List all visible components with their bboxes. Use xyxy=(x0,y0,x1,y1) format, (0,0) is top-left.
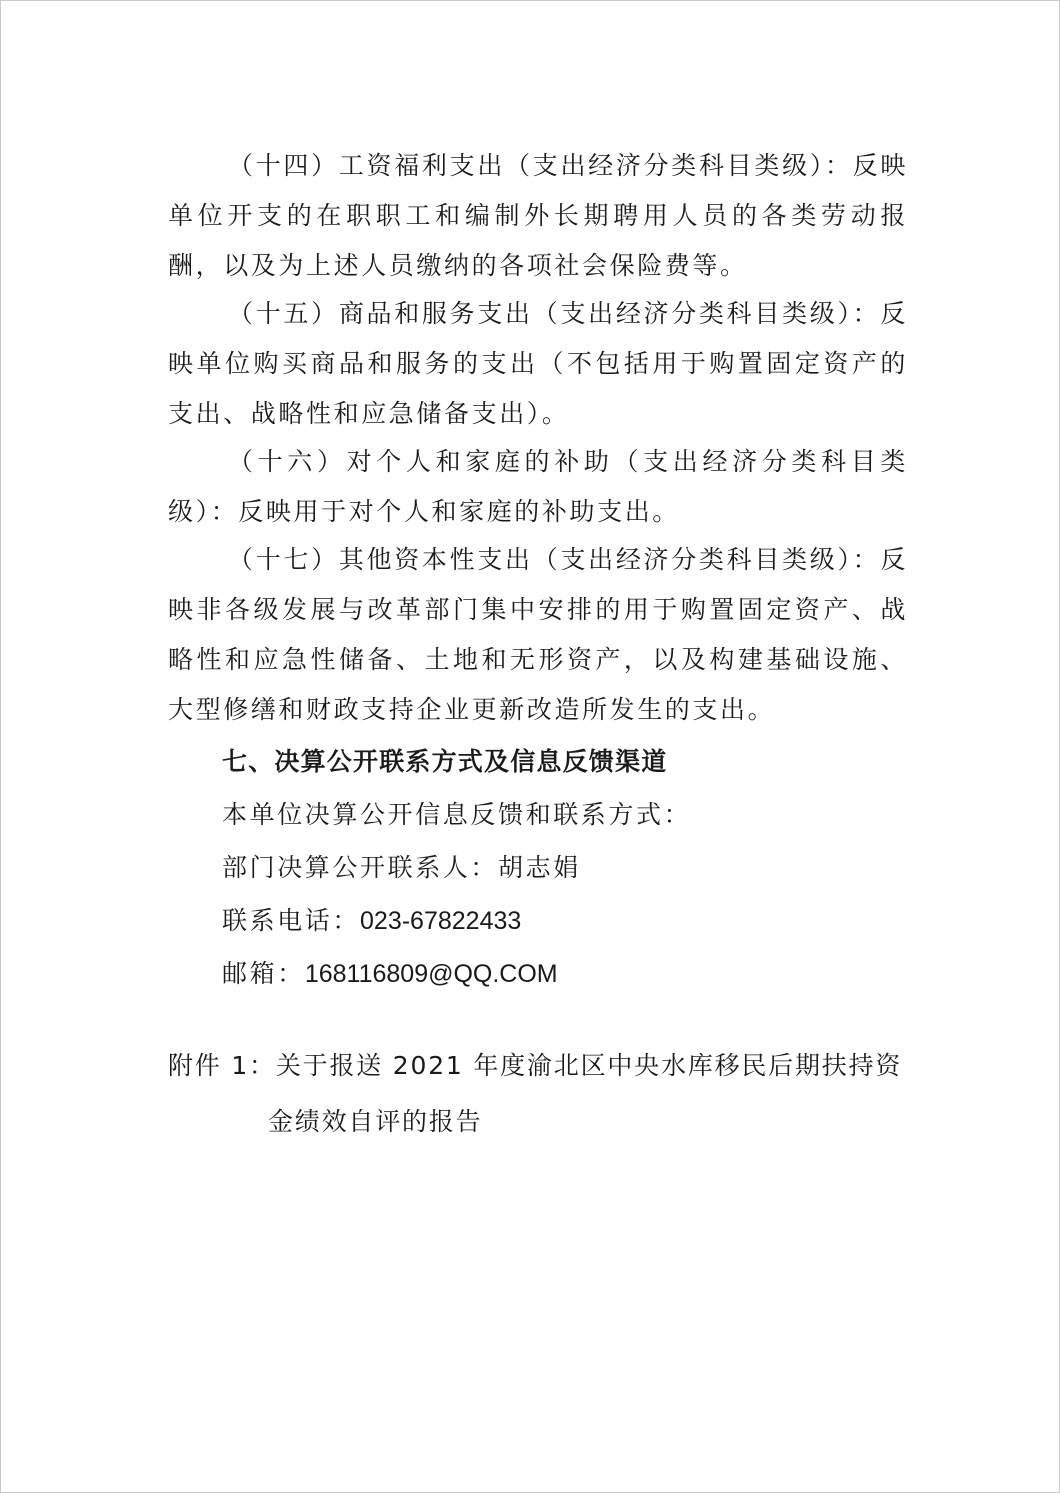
contact-person-label: 部门决算公开联系人： xyxy=(222,853,499,882)
attachment-title-line2: 金绩效自评的报告 xyxy=(268,1107,483,1136)
paragraph-wage-welfare: （十四）工资福利支出（支出经济分类科目类级）：反映单位开支的在职职工和编制外长期聘用人员的各类劳动报酬，以及为上述人员缴纳的各项社会保险费等。 xyxy=(168,151,908,280)
email-row xyxy=(168,947,908,1000)
contact-person-name: 胡志娟 xyxy=(498,853,581,882)
attachment-label: 附件 1： xyxy=(168,1051,276,1080)
email-label: 邮箱： xyxy=(222,959,305,988)
document-body xyxy=(168,141,908,1150)
contact-person-row xyxy=(168,841,908,894)
paragraph-other-capital: （十七）其他资本性支出（支出经济分类科目类级）：反映非各级发展与改革部门集中安排的用于购置固定资产、战略性和应急性储备、土地和无形资产，以及构建基础设施、大型修缮和财政支持企业更新改造所发生的支出。 xyxy=(168,545,908,724)
attachment-row xyxy=(168,1038,908,1094)
contact-intro: 本单位决算公开信息反馈和联系方式： xyxy=(222,800,692,829)
phone-number: 023-67822433 xyxy=(360,907,522,935)
paragraph-goods-services: （十五）商品和服务支出（支出经济分类科目类级）：反映单位购买商品和服务的支出（不包括用于购置固定资产的支出、战略性和应急储备支出）。 xyxy=(168,299,908,428)
phone-row xyxy=(168,894,908,947)
paragraph-household-subsidy: （十六）对个人和家庭的补助（支出经济分类科目类级）：反映用于对个人和家庭的补助支出。 xyxy=(168,447,908,526)
attachment-title-line1: 关于报送 2021 年度渝北区中央水库移民后期扶持资 xyxy=(275,1051,903,1080)
spacer xyxy=(168,1000,908,1038)
section-heading: 七、决算公开联系方式及信息反馈渠道 xyxy=(222,747,668,776)
email-address: 168116809@QQ.COM xyxy=(304,960,558,988)
phone-label: 联系电话： xyxy=(222,906,361,935)
